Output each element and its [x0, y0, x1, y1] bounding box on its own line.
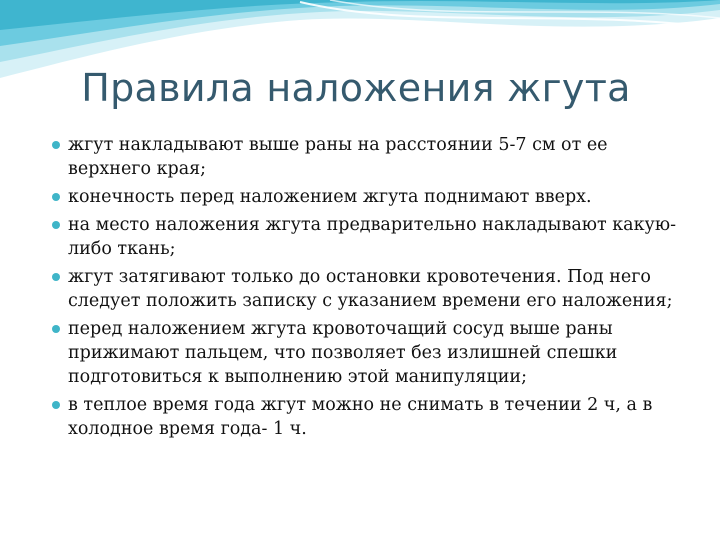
- list-item-text: конечность перед наложением жгута поднимают вверх.: [68, 187, 592, 207]
- bullet-dot-icon: [52, 325, 60, 333]
- list-item: [0, 185, 720, 209]
- list-item-text: жгут затягивают только до остановки кровотечения. Под него следует положить записку с указанием времени его наложения;: [68, 267, 673, 311]
- bullet-list: [0, 133, 720, 445]
- bullet-dot-icon: [52, 221, 60, 229]
- list-item: [0, 133, 720, 181]
- list-item-text: перед наложением жгута кровоточащий сосуд выше раны прижимают пальцем, что позволяет без излишней спешки подготовиться к выполнению этой манипуляции;: [68, 319, 618, 387]
- list-item: [0, 213, 720, 261]
- bullet-dot-icon: [52, 273, 60, 281]
- list-item: [0, 265, 720, 313]
- list-item: [0, 317, 720, 389]
- bullet-dot-icon: [52, 193, 60, 201]
- bullet-dot-icon: [52, 401, 60, 409]
- list-item: [0, 393, 720, 441]
- list-item-text: в теплое время года жгут можно не снимать в течении 2 ч, а в холодное время года- 1 ч.: [68, 395, 653, 439]
- list-item-text: жгут накладывают выше раны на расстоянии 5-7 см от ее верхнего края;: [68, 135, 608, 179]
- list-item-text: на место наложения жгута предварительно накладывают какую-либо ткань;: [68, 215, 676, 259]
- slide-title: Правила наложения жгута: [81, 66, 631, 110]
- bullet-dot-icon: [52, 141, 60, 149]
